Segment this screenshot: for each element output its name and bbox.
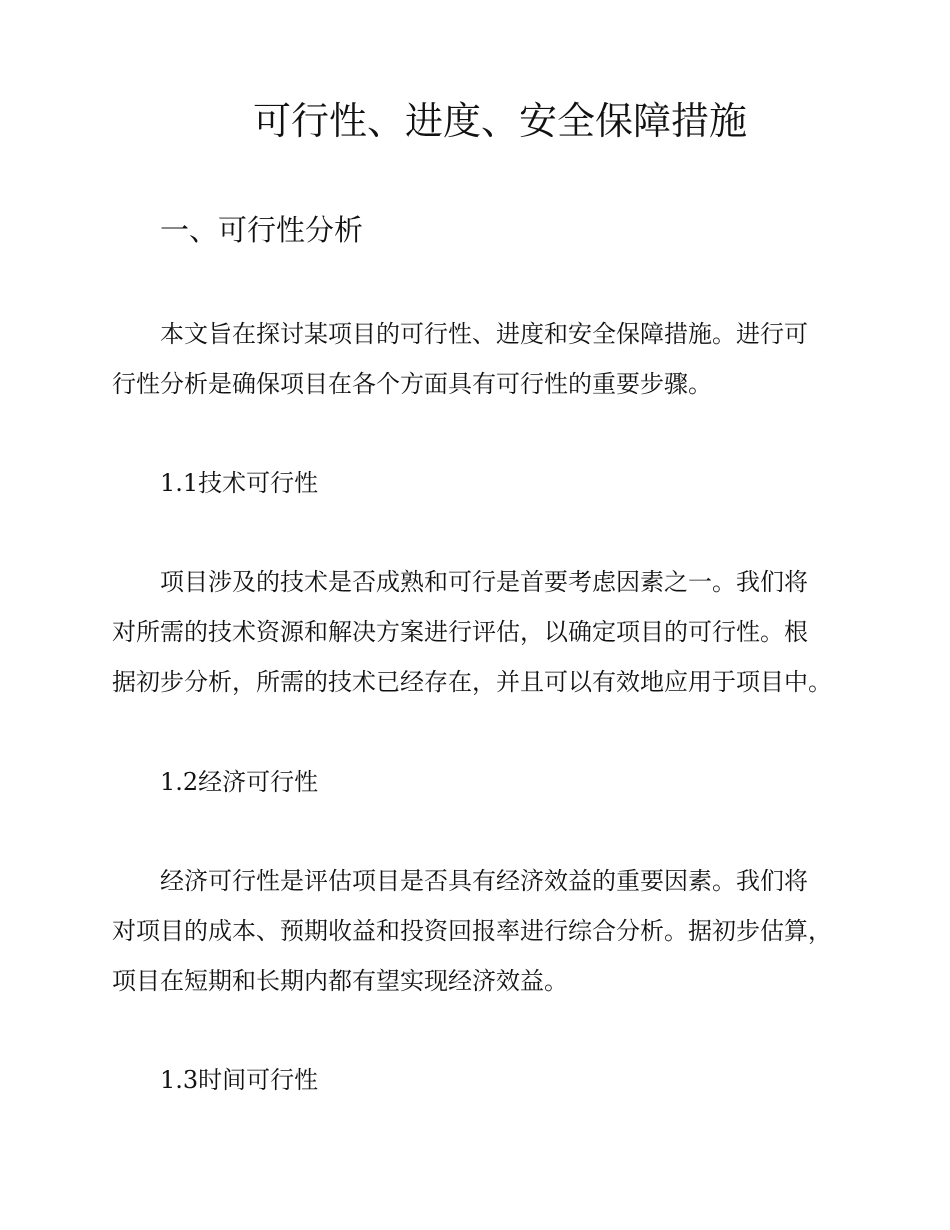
paragraph-line: 据初步分析，所需的技术已经存在，并且可以有效地应用于项目中。 [112,668,832,696]
paragraph-line: 行性分析是确保项目在各个方面具有可行性的重要步骤。 [112,370,712,398]
intro-paragraph [112,309,852,409]
paragraph-line: 对项目的成本、预期收益和投资回报率进行综合分析。据初步估算， [112,917,832,945]
subsection-heading-economic: 1.2经济可行性 [160,768,319,796]
subsection-heading-technical: 1.1技术可行性 [160,469,319,497]
technical-paragraph [112,557,852,707]
document-title: 可行性、进度、安全保障措施 [252,99,747,143]
paragraph-line: 对所需的技术资源和解决方案进行评估，以确定项目的可行性。根 [112,618,808,646]
paragraph-line: 项目在短期和长期内都有望实现经济效益。 [112,967,568,995]
section-heading-feasibility: 一、可行性分析 [160,213,364,247]
economic-paragraph [112,856,852,1006]
paragraph-line: 项目涉及的技术是否成熟和可行是首要考虑因素之一。我们将 [160,568,808,596]
paragraph-line: 经济可行性是评估项目是否具有经济效益的重要因素。我们将 [160,867,808,895]
subsection-heading-time: 1.3时间可行性 [160,1066,319,1094]
paragraph-line: 本文旨在探讨某项目的可行性、进度和安全保障措施。进行可 [160,320,808,348]
